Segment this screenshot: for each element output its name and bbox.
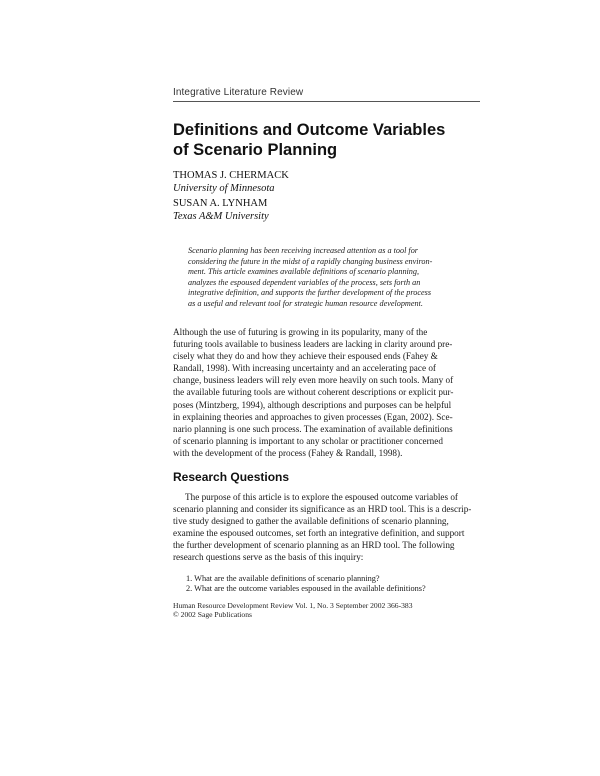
footer-line: Human Resource Development Review Vol. 1, No. 3 September 2002 366-383 [173, 601, 413, 610]
list-item: 1. What are the available definitions of scenario planning? [186, 574, 380, 583]
body-line: scenario planning and consider its significance as an HRD tool. This is a descrip- [173, 504, 472, 515]
body-line: in explaining theories and approaches to given processes (Egan, 2002). Sce- [173, 411, 453, 422]
abstract [188, 246, 468, 310]
body-line: poses (Mintzberg, 1994), although descriptions and purposes can be helpful [173, 399, 452, 410]
body-line: with the development of the process (Fahey & Randall, 1998). [173, 447, 403, 458]
footer-line: © 2002 Sage Publications [173, 610, 252, 620]
section-heading: Research Questions [173, 470, 290, 484]
header-rule [173, 101, 480, 102]
body-line: the further development of scenario planning as an HRD tool. The following [173, 540, 455, 551]
body-line: futuring tools available to business leaders are lacking in clarity around pre- [173, 339, 453, 350]
author-name: THOMAS J. CHERMACK [173, 170, 289, 181]
running-head: Integrative Literature Review [173, 87, 304, 98]
body-line: Although the use of futuring is growing in its popularity, many of the [173, 327, 428, 337]
author-affiliation: Texas A&M University [173, 211, 269, 222]
title-line: of Scenario Planning [173, 141, 338, 159]
body-line: tive study designed to gather the available definitions of scenario planning, [173, 516, 449, 527]
author-affiliation: University of Minnesota [173, 183, 275, 194]
body-line: the available futuring tools are without coherent descriptions or explicit pur- [173, 387, 454, 398]
abstract-line: considering the future in the midst of a rapidly changing business environ- [188, 256, 433, 266]
body-line: research questions serve as the basis of this inquiry: [173, 552, 364, 563]
body-line: The purpose of this article is to explore the espoused outcome variables of [185, 492, 458, 502]
journal-footer [173, 601, 493, 619]
list-item: 2. What are the outcome variables espoused in the available definitions? [186, 584, 426, 594]
body-line: cisely what they do and how they achieve their espoused ends (Fahey & [173, 351, 438, 362]
abstract-line: integrative definition, and supports the further development of the process [188, 288, 432, 298]
abstract-line: as a useful and relevant tool for strategic human resource development. [188, 298, 423, 308]
title-line: Definitions and Outcome Variables [173, 121, 446, 139]
body-line: of scenario planning is important to any scholar or practitioner concerned [173, 435, 443, 446]
intro-paragraph [173, 326, 481, 459]
body-line: change, business leaders will rely even more heavily on such tools. Many of [173, 375, 454, 386]
body-line: nario planning is one such process. The examination of available definitions [173, 423, 453, 434]
article-title [173, 120, 503, 160]
abstract-line: Scenario planning has been receiving increased attention as a tool for [188, 246, 418, 255]
author-name: SUSAN A. LYNHAM [173, 198, 268, 209]
research-questions-paragraph [173, 491, 481, 564]
research-question-list [186, 574, 486, 595]
abstract-line: ment. This article examines available definitions of scenario planning, [188, 267, 420, 277]
abstract-line: analyzes the espoused dependent variables of the process, sets forth an [188, 277, 421, 287]
body-line: examine the espoused outcomes, set forth an integrative definition, and support [173, 528, 465, 539]
body-line: Randall, 1998). With increasing uncertainty and an accelerating pace of [173, 363, 436, 374]
